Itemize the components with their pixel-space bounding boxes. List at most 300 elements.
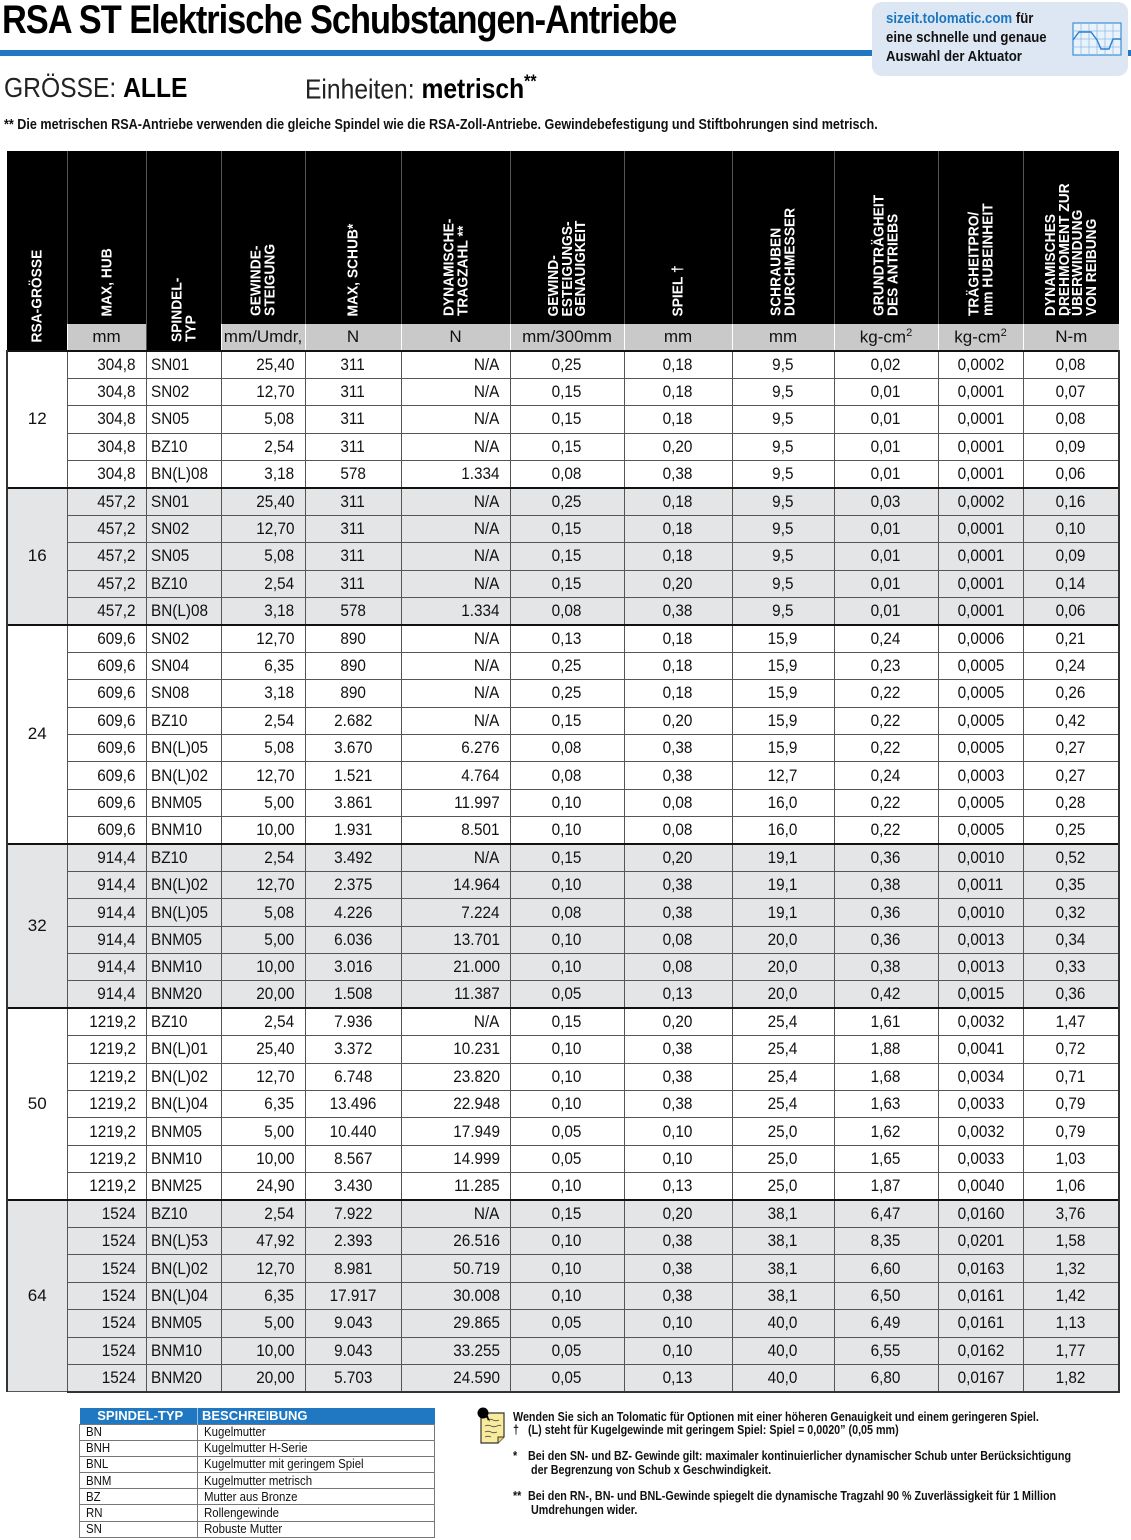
table-cell: BN(L)04	[146, 1091, 221, 1118]
table-cell: 0,24	[1023, 652, 1119, 679]
table-cell: 1219,2	[67, 1091, 146, 1118]
table-cell: 0,0005	[938, 652, 1023, 679]
table-cell: 24.590	[401, 1364, 510, 1391]
table-cell: 9,5	[732, 351, 834, 378]
table-row	[7, 981, 1119, 1008]
table-cell: 0,0005	[938, 680, 1023, 707]
table-cell: 1,65	[834, 1145, 938, 1172]
table-cell: 0,0163	[938, 1255, 1023, 1282]
table-row	[7, 515, 1119, 542]
table-cell: 9,5	[732, 461, 834, 488]
table-cell: SN05	[146, 406, 221, 433]
table-cell: 0,23	[834, 652, 938, 679]
table-cell: 890	[305, 680, 401, 707]
table-cell: 38,1	[732, 1200, 834, 1227]
table-cell: 10,00	[221, 954, 305, 981]
table-row	[7, 1008, 1119, 1035]
column-unit: N-m	[1023, 324, 1119, 351]
note-contact: Wenden Sie sich an Tolomatic für Optionen mit einer höheren Genauigkeit und einem geringeren Spiel.	[513, 1410, 1039, 1424]
table-cell: 457,2	[67, 488, 146, 515]
table-row	[7, 1282, 1119, 1309]
legend-description: Robuste Mutter	[198, 1521, 435, 1537]
table-cell: 22.948	[401, 1091, 510, 1118]
size-value: ALLE	[123, 72, 188, 103]
table-row	[7, 543, 1119, 570]
table-cell: 0,0013	[938, 926, 1023, 953]
metric-note: ** Die metrischen RSA-Antriebe verwenden die gleiche Spindel wie die RSA-Zoll-Antriebe. Gewindebefestigung und Stiftbohrungen sind metrisch.	[4, 116, 878, 133]
table-cell: SN05	[146, 543, 221, 570]
table-cell: 3.430	[305, 1173, 401, 1200]
table-cell: 0,0161	[938, 1282, 1023, 1309]
table-cell: BN(L)08	[146, 461, 221, 488]
table-cell: N/A	[401, 570, 510, 597]
table-cell: 0,0201	[938, 1228, 1023, 1255]
column-unit: mm/300mm	[510, 324, 624, 351]
table-cell: 20,0	[732, 981, 834, 1008]
table-cell: 25,0	[732, 1118, 834, 1145]
table-cell: 25,0	[732, 1145, 834, 1172]
table-row	[7, 1310, 1119, 1337]
table-cell: 12,70	[221, 625, 305, 652]
table-cell: 0,0002	[938, 351, 1023, 378]
table-cell: 914,4	[67, 844, 146, 871]
table-cell: 25,4	[732, 1091, 834, 1118]
table-cell: 24,90	[221, 1173, 305, 1200]
table-cell: 6,50	[834, 1282, 938, 1309]
table-cell: 0,10	[510, 817, 624, 844]
table-cell: 0,36	[834, 926, 938, 953]
table-cell: 457,2	[67, 570, 146, 597]
column-header-label: GEWINDE- STEIGUNG	[247, 243, 278, 316]
table-cell: 304,8	[67, 351, 146, 378]
table-cell: 3,76	[1023, 1200, 1119, 1227]
table-cell: 0,35	[1023, 871, 1119, 898]
legend-type: BN	[80, 1424, 198, 1440]
legend-type: BZ	[80, 1489, 198, 1505]
table-cell: 26.516	[401, 1228, 510, 1255]
table-cell: 17.949	[401, 1118, 510, 1145]
table-cell: BNM20	[146, 1364, 221, 1391]
rsa-size-cell: 16	[7, 488, 67, 625]
column-header	[401, 151, 510, 324]
table-cell: 0,01	[834, 406, 938, 433]
table-cell: BZ10	[146, 433, 221, 460]
table-cell: 0,0001	[938, 570, 1023, 597]
table-cell: 0,08	[624, 954, 732, 981]
table-cell: 0,10	[510, 871, 624, 898]
table-cell: 0,18	[624, 625, 732, 652]
table-cell: 1,77	[1023, 1337, 1119, 1364]
table-cell: 50.719	[401, 1255, 510, 1282]
table-cell: 15,9	[732, 625, 834, 652]
table-cell: 0,34	[1023, 926, 1119, 953]
table-cell: 0,38	[624, 734, 732, 761]
table-cell: 0,10	[624, 1118, 732, 1145]
table-cell: 5,00	[221, 1310, 305, 1337]
table-cell: 0,05	[510, 981, 624, 1008]
note-double-star: ** Bei den RN-, BN- und BNL-Gewinde spiegelt die dynamische Tragzahl 90 % Zuverlässigkeit für 1 Million	[513, 1489, 1057, 1503]
units-label: Einheiten:	[305, 73, 415, 105]
table-cell: 0,15	[510, 543, 624, 570]
table-cell: 0,42	[1023, 707, 1119, 734]
table-cell: 0,18	[624, 351, 732, 378]
table-cell: 0,33	[1023, 954, 1119, 981]
table-cell: 0,01	[834, 378, 938, 405]
note-star: * Bei den SN- und BZ- Gewinde gilt: maximaler kontinuierlicher dynamischer Schub unter Berücksichtigung	[513, 1449, 1072, 1463]
table-cell: 19,1	[732, 844, 834, 871]
table-cell: 6,47	[834, 1200, 938, 1227]
table-cell: 1.508	[305, 981, 401, 1008]
table-row	[7, 762, 1119, 789]
table-cell: 0,15	[510, 844, 624, 871]
table-cell: 0,0013	[938, 954, 1023, 981]
spec-table	[6, 151, 1120, 1393]
table-cell: 0,0005	[938, 734, 1023, 761]
table-cell: 457,2	[67, 598, 146, 625]
table-cell: 0,01	[834, 598, 938, 625]
table-cell: 5,08	[221, 406, 305, 433]
table-cell: 609,6	[67, 734, 146, 761]
table-cell: 5,08	[221, 543, 305, 570]
page-title: RSA ST Elektrische Schubstangen-Antriebe	[2, 0, 677, 42]
table-cell: BNM10	[146, 1145, 221, 1172]
table-cell: 311	[305, 406, 401, 433]
table-cell: 40,0	[732, 1337, 834, 1364]
table-cell: 1219,2	[67, 1118, 146, 1145]
table-cell: 0,38	[624, 1255, 732, 1282]
table-cell: 0,0034	[938, 1063, 1023, 1090]
note-star-cont: der Begrenzung von Schub x Geschwindigkeit.	[531, 1463, 772, 1477]
table-cell: 6,55	[834, 1337, 938, 1364]
table-cell: SN02	[146, 378, 221, 405]
table-cell: 0,08	[624, 926, 732, 953]
table-cell: 0,01	[834, 543, 938, 570]
table-cell: 0,18	[624, 378, 732, 405]
table-cell: N/A	[401, 680, 510, 707]
table-cell: 0,22	[834, 734, 938, 761]
table-cell: 7.224	[401, 899, 510, 926]
table-cell: 1524	[67, 1310, 146, 1337]
table-cell: 0,24	[834, 762, 938, 789]
table-cell: 0,0167	[938, 1364, 1023, 1391]
rsa-size-cell: 50	[7, 1008, 67, 1200]
table-cell: 914,4	[67, 926, 146, 953]
table-cell: 6,80	[834, 1364, 938, 1391]
table-cell: BZ10	[146, 1200, 221, 1227]
rsa-size-cell: 24	[7, 625, 67, 844]
table-row	[7, 707, 1119, 734]
table-row	[7, 625, 1119, 652]
table-cell: 0,24	[834, 625, 938, 652]
table-row	[7, 1118, 1119, 1145]
table-cell: 20,0	[732, 926, 834, 953]
table-cell: 1524	[67, 1337, 146, 1364]
table-cell: 1,13	[1023, 1310, 1119, 1337]
table-cell: 17.917	[305, 1282, 401, 1309]
table-cell: 0,18	[624, 652, 732, 679]
chart-graph-icon	[1072, 22, 1122, 56]
table-cell: BZ10	[146, 570, 221, 597]
table-cell: 0,20	[624, 707, 732, 734]
table-cell: N/A	[401, 652, 510, 679]
table-cell: 304,8	[67, 406, 146, 433]
header-row	[7, 151, 1119, 324]
table-cell: 0,0006	[938, 625, 1023, 652]
column-header	[938, 151, 1023, 324]
table-cell: 3,18	[221, 598, 305, 625]
table-cell: 0,0011	[938, 871, 1023, 898]
table-cell: 12,70	[221, 762, 305, 789]
table-cell: 0,26	[1023, 680, 1119, 707]
table-cell: 0,15	[510, 378, 624, 405]
table-cell: 0,15	[510, 707, 624, 734]
table-cell: 0,20	[624, 844, 732, 871]
table-cell: BN(L)02	[146, 871, 221, 898]
table-cell: 20,0	[732, 954, 834, 981]
table-cell: 0,0005	[938, 817, 1023, 844]
table-cell: 2,54	[221, 1200, 305, 1227]
table-cell: 16,0	[732, 817, 834, 844]
table-cell: 0,38	[834, 954, 938, 981]
table-cell: 1,06	[1023, 1173, 1119, 1200]
legend-type: BNH	[80, 1440, 198, 1456]
column-header-label: SPIEL †	[669, 264, 687, 316]
table-cell: 1219,2	[67, 1008, 146, 1035]
column-unit: $kg-cm^2$	[834, 324, 938, 351]
table-cell: 890	[305, 652, 401, 679]
table-cell: 0,08	[624, 817, 732, 844]
table-cell: 12,70	[221, 1063, 305, 1090]
table-cell: BZ10	[146, 707, 221, 734]
table-cell: 0,08	[624, 789, 732, 816]
column-header-label: GEWIND- ESTEIGUNGS- GENAUIGKEIT	[544, 220, 589, 316]
table-cell: 0,0162	[938, 1337, 1023, 1364]
table-cell: 23.820	[401, 1063, 510, 1090]
column-header	[221, 151, 305, 324]
sizeit-line3: Auswahl der Aktuator	[886, 48, 1022, 65]
table-cell: 1524	[67, 1364, 146, 1391]
table-cell: 0,15	[510, 515, 624, 542]
table-cell: 0,0001	[938, 515, 1023, 542]
table-cell: SN01	[146, 488, 221, 515]
table-cell: 9,5	[732, 543, 834, 570]
table-cell: 13.496	[305, 1091, 401, 1118]
table-cell: 0,0010	[938, 844, 1023, 871]
table-row	[7, 1063, 1119, 1090]
table-cell: 0,01	[834, 461, 938, 488]
table-cell: 0,32	[1023, 899, 1119, 926]
table-cell: 0,09	[1023, 543, 1119, 570]
table-row	[7, 954, 1119, 981]
table-cell: N/A	[401, 1200, 510, 1227]
table-row	[7, 899, 1119, 926]
table-cell: N/A	[401, 433, 510, 460]
table-cell: 0,10	[510, 1282, 624, 1309]
table-cell: 0,79	[1023, 1091, 1119, 1118]
table-cell: 38,1	[732, 1228, 834, 1255]
table-cell: 9,5	[732, 598, 834, 625]
table-cell: 2,54	[221, 707, 305, 734]
table-cell: 609,6	[67, 707, 146, 734]
table-row	[7, 433, 1119, 460]
sizeit-callout	[872, 2, 1128, 76]
table-cell: 0,38	[624, 1228, 732, 1255]
table-cell: 9.043	[305, 1310, 401, 1337]
table-cell: 20,00	[221, 981, 305, 1008]
column-header	[305, 151, 401, 324]
table-row	[7, 1200, 1119, 1227]
table-cell: 0,27	[1023, 734, 1119, 761]
table-cell: 0,0041	[938, 1036, 1023, 1063]
table-cell: 304,8	[67, 378, 146, 405]
table-cell: 0,10	[510, 1036, 624, 1063]
table-cell: N/A	[401, 378, 510, 405]
legend-description: Kugelmutter metrisch	[198, 1473, 435, 1489]
table-cell: 3.016	[305, 954, 401, 981]
table-cell: 2,54	[221, 1008, 305, 1035]
table-row	[7, 598, 1119, 625]
table-cell: 7.922	[305, 1200, 401, 1227]
table-cell: 0,38	[834, 871, 938, 898]
table-cell: 0,0032	[938, 1008, 1023, 1035]
table-cell: 0,10	[510, 926, 624, 953]
table-cell: 8.501	[401, 817, 510, 844]
table-cell: 12,70	[221, 871, 305, 898]
table-cell: 1219,2	[67, 1063, 146, 1090]
table-cell: 609,6	[67, 817, 146, 844]
table-cell: 609,6	[67, 762, 146, 789]
table-cell: 1524	[67, 1255, 146, 1282]
table-cell: 3.492	[305, 844, 401, 871]
table-cell: 1,63	[834, 1091, 938, 1118]
table-row	[7, 461, 1119, 488]
table-row	[7, 817, 1119, 844]
table-cell: BN(L)53	[146, 1228, 221, 1255]
table-cell: 0,27	[1023, 762, 1119, 789]
legend-header-description: BESCHREIBUNG	[198, 1408, 435, 1424]
table-cell: 0,10	[510, 789, 624, 816]
table-cell: 0,38	[624, 762, 732, 789]
table-cell: 12,7	[732, 762, 834, 789]
table-cell: 914,4	[67, 954, 146, 981]
table-cell: 14.999	[401, 1145, 510, 1172]
rsa-size-cell: 12	[7, 351, 67, 488]
column-header	[834, 151, 938, 324]
table-row	[7, 1145, 1119, 1172]
table-cell: 10,00	[221, 1337, 305, 1364]
sizeit-link[interactable]: sizeit.tolomatic.com	[886, 10, 1013, 27]
table-cell: N/A	[401, 543, 510, 570]
column-unit: mm	[67, 324, 146, 351]
table-cell: 311	[305, 378, 401, 405]
table-cell: 1219,2	[67, 1173, 146, 1200]
table-cell: 0,0001	[938, 433, 1023, 460]
table-cell: 0,15	[510, 406, 624, 433]
table-cell: 0,42	[834, 981, 938, 1008]
table-cell: 1,03	[1023, 1145, 1119, 1172]
legend-row	[80, 1473, 435, 1489]
table-row	[7, 926, 1119, 953]
legend-description: Kugelmutter mit geringem Spiel	[198, 1456, 435, 1472]
table-cell: 40,0	[732, 1364, 834, 1391]
table-cell: 0,08	[1023, 406, 1119, 433]
table-cell: 13.701	[401, 926, 510, 953]
table-cell: 9,5	[732, 488, 834, 515]
table-cell: 0,25	[510, 351, 624, 378]
table-cell: 0,18	[624, 406, 732, 433]
table-cell: 0,0001	[938, 378, 1023, 405]
table-cell: 4.764	[401, 762, 510, 789]
table-cell: BN(L)02	[146, 762, 221, 789]
table-cell: BN(L)05	[146, 734, 221, 761]
table-cell: 311	[305, 543, 401, 570]
column-header-label: SCHRAUBEN DURCHMESSER	[767, 207, 798, 316]
table-cell: 0,22	[834, 789, 938, 816]
table-cell: 0,07	[1023, 378, 1119, 405]
table-cell: 2.393	[305, 1228, 401, 1255]
column-header	[67, 151, 146, 324]
table-cell: 1.334	[401, 598, 510, 625]
table-cell: SN04	[146, 652, 221, 679]
legend-type: SN	[80, 1521, 198, 1537]
table-cell: 311	[305, 351, 401, 378]
table-cell: 19,1	[732, 871, 834, 898]
table-cell: 6,35	[221, 652, 305, 679]
table-cell: 914,4	[67, 871, 146, 898]
table-cell: 609,6	[67, 625, 146, 652]
table-cell: N/A	[401, 625, 510, 652]
table-cell: 0,0010	[938, 899, 1023, 926]
table-cell: 0,38	[624, 598, 732, 625]
table-cell: 5,08	[221, 899, 305, 926]
table-cell: 0,0015	[938, 981, 1023, 1008]
table-cell: 578	[305, 598, 401, 625]
legend-description: Kugelmutter H-Serie	[198, 1440, 435, 1456]
table-cell: 10,00	[221, 1145, 305, 1172]
table-cell: 11.387	[401, 981, 510, 1008]
table-cell: 11.285	[401, 1173, 510, 1200]
table-cell: 25,4	[732, 1008, 834, 1035]
table-cell: 0,15	[510, 1200, 624, 1227]
table-cell: 0,10	[510, 1228, 624, 1255]
column-header-label: SPINDEL- TYP	[168, 277, 199, 342]
table-row	[7, 1337, 1119, 1364]
table-cell: 0,20	[624, 570, 732, 597]
table-cell: N/A	[401, 1008, 510, 1035]
table-cell: 1,82	[1023, 1364, 1119, 1391]
table-cell: 15,9	[732, 680, 834, 707]
spindle-type-legend	[79, 1408, 435, 1538]
table-cell: 9.043	[305, 1337, 401, 1364]
table-cell: 0,25	[510, 488, 624, 515]
table-cell: 0,13	[510, 625, 624, 652]
table-cell: 0,0033	[938, 1091, 1023, 1118]
table-cell: 1,61	[834, 1008, 938, 1035]
table-cell: BN(L)08	[146, 598, 221, 625]
table-cell: 1.931	[305, 817, 401, 844]
table-cell: 10,00	[221, 817, 305, 844]
table-cell: 0,10	[510, 1091, 624, 1118]
table-cell: 311	[305, 515, 401, 542]
table-row	[7, 789, 1119, 816]
table-row	[7, 406, 1119, 433]
table-cell: 1,87	[834, 1173, 938, 1200]
table-row	[7, 680, 1119, 707]
column-header-label: DYNAMISCHE- TRAGZAHL **	[440, 218, 471, 316]
units-value: metrisch**	[421, 72, 537, 105]
table-row	[7, 871, 1119, 898]
table-cell: BNM05	[146, 1118, 221, 1145]
